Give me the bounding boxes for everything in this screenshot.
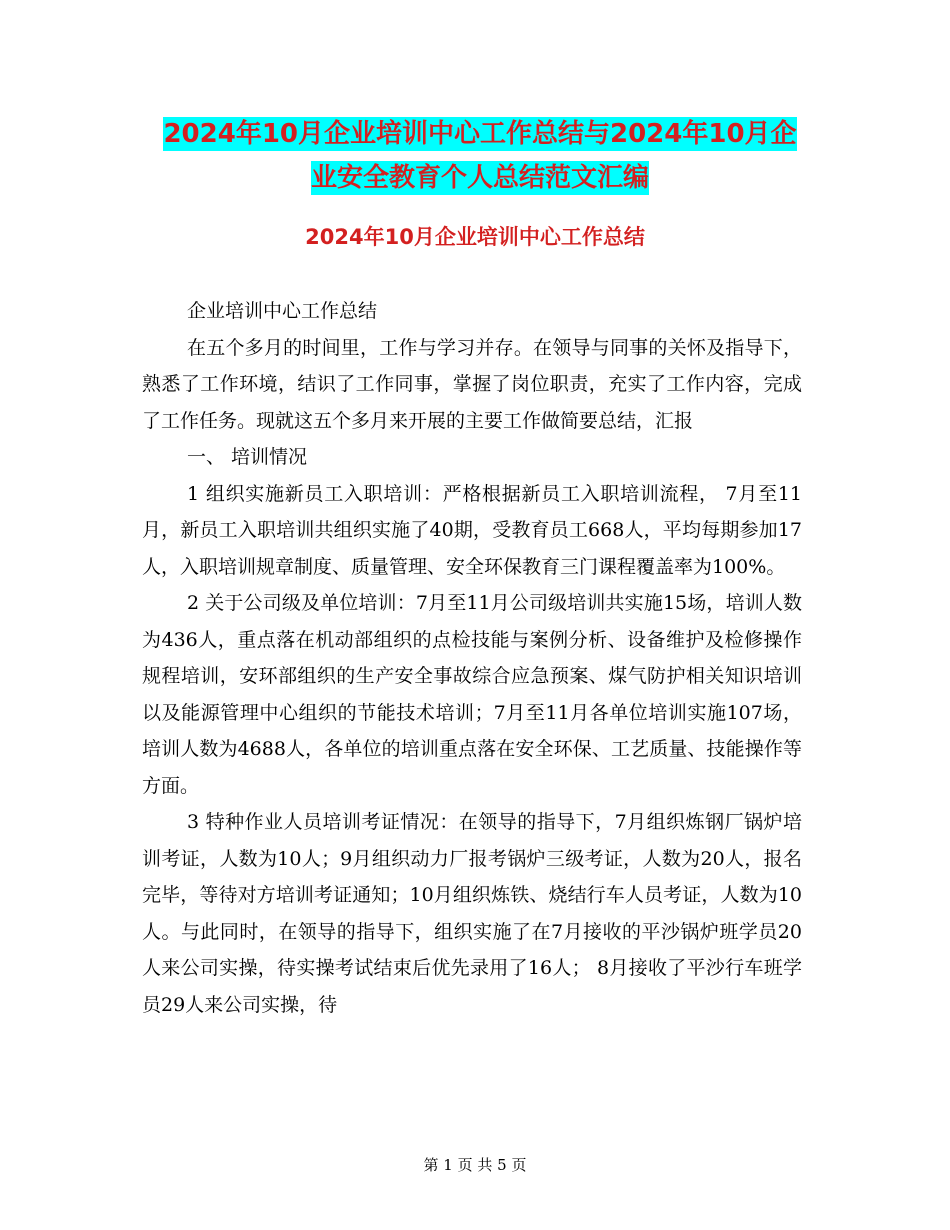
paragraph-item-3: 3 特种作业人员培训考证情况：在领导的指导下，7月组织炼钢厂锅炉培训考证，人数为10人；9月组织动力厂报考锅炉三级考证，人数为20人，报名完毕，等待对方培训考证通知；10月组织炼铁、烧结行车人员考证，人数为10人。与此同时，在领导的指导下，组织实施了在7月接收的平沙锅炉班学员20人来公司实操，待实操考试结束后优先录用了16人； 8月接收了平沙行车班学员29人来公司实操，待 [142,811,802,1016]
document-title-line-2: 业安全教育个人总结范文汇编 [310,163,649,193]
paragraph-item-1: 1 组织实施新员工入职培训：严格根据新员工入职培训流程， 7月至11月，新员工入职培训共组织实施了40期，受教育员工668人，平均每期参加17人，入职培训规章制度、质量管理、安全环保教育三门课程覆盖率为100%。 [142,482,802,578]
paragraph-item-2: 2 关于公司级及单位培训：7月至11月公司级培训共实施15场，培训人数为436人，重点落在机动部组织的点检技能与案例分析、设备维护及检修操作规程培训，安环部组织的生产安全事故综合应急预案、煤气防护相关知识培训以及能源管理中心组织的节能技术培训；7月至11月各单位培训实施107场，培训人数为4688人，各单位的培训重点落在安全环保、工艺质量、技能操作等方面。 [142,592,802,797]
section-title: 2024年10月企业培训中心工作总结 [305,225,645,249]
paragraph-subtitle: 企业培训中心工作总结 [187,300,378,322]
page-number: 第 1 页 共 5 页 [423,1156,527,1174]
paragraph-intro: 在五个多月的时间里，工作与学习并存。在领导与同事的关怀及指导下，熟悉了工作环境，结识了工作同事，掌握了岗位职责，充实了工作内容，完成了工作任务。现就这五个多月来开展的主要工作做简要总结，汇报 [142,336,802,432]
document-title-line-1: 2024年10月企业培训中心工作总结与2024年10月企 [163,119,797,149]
paragraph-heading-training: 一、 培训情况 [187,446,308,468]
page-footer [0,1154,950,1176]
document-body [142,293,802,1023]
document-title [130,112,830,200]
